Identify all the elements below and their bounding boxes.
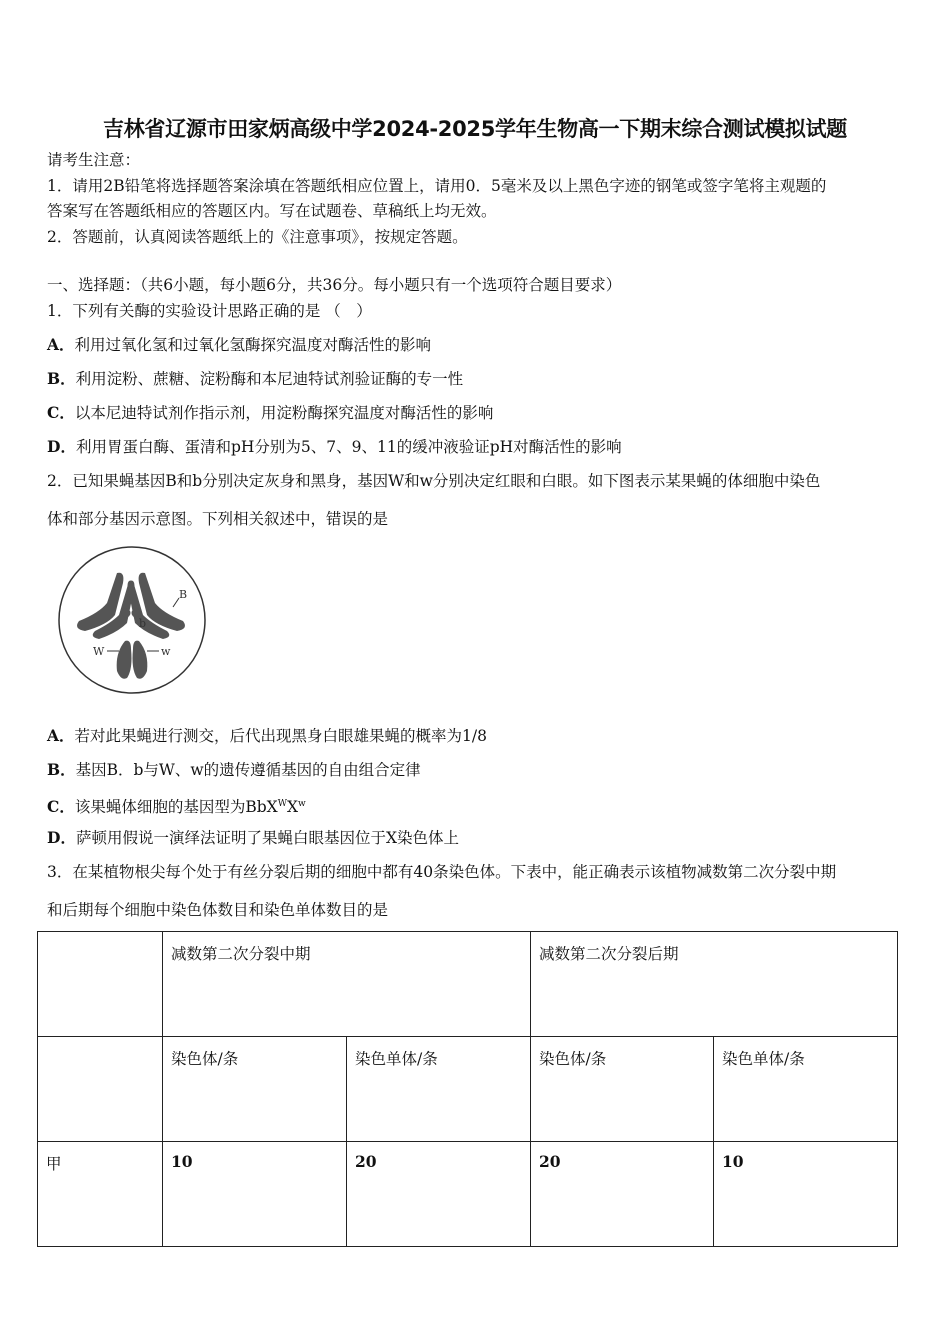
table-header-cell: 染色体/条	[531, 1037, 714, 1142]
option-label: C．	[47, 403, 75, 422]
gene-label-b: b	[139, 617, 147, 630]
option-label: D．	[47, 828, 76, 847]
table-cell: 20	[531, 1142, 714, 1247]
q2-option-d	[47, 828, 459, 848]
notice-item-2: 2．答题前，认真阅读答题纸上的《注意事项》，按规定答题。	[47, 228, 468, 246]
option-label: D．	[47, 437, 76, 456]
option-text: X	[286, 798, 299, 817]
option-label: C．	[47, 797, 75, 817]
table-header-cell: 减数第二次分裂中期	[163, 932, 531, 1037]
data-table	[37, 931, 898, 1247]
option-text: 萨顿用假说一演绎法证明了果蝇白眼基因位于X染色体上	[75, 829, 459, 847]
q1-option-b	[47, 369, 463, 389]
option-text: 利用胃蛋白酶、蛋清和pH分别为5、7、9、11的缓冲液验证pH对酶活性的影响	[75, 438, 622, 456]
table-cell: 10	[163, 1142, 347, 1247]
q2-option-c	[47, 794, 306, 817]
option-label: B．	[47, 760, 76, 779]
option-text: 基因B．b与W、w的遗传遵循基因的自由组合定律	[75, 761, 421, 779]
option-label: B．	[47, 369, 76, 388]
q3-stem-cont: 和后期每个细胞中染色体数目和染色单体数目的是	[47, 901, 389, 919]
gene-label-B: B	[179, 588, 188, 601]
q1-option-c	[47, 403, 493, 423]
page-title: 吉林省辽源市田家炳高级中学2024-2025学年生物高一下期末综合测试模拟试题	[103, 117, 847, 141]
table-cell: 10	[714, 1142, 898, 1247]
option-text: 该果蝇体细胞的基因型为BbX	[74, 798, 278, 817]
table-cell	[38, 932, 163, 1037]
q1-option-d	[47, 437, 622, 457]
superscript: W	[277, 799, 287, 809]
table-row	[38, 1142, 898, 1247]
q1-option-a	[47, 335, 431, 355]
q3-stem: 3．在某植物根尖每个处于有丝分裂后期的细胞中都有40条染色体。下表中，能正确表示该植物减数第二次分裂中期	[47, 863, 837, 881]
q2-option-a	[47, 726, 487, 746]
table-cell: 20	[347, 1142, 531, 1247]
option-text: 利用过氧化氢和过氧化氢酶探究温度对酶活性的影响	[74, 336, 432, 354]
notice-item-1: 1．请用2B铅笔将选择题答案涂填在答题纸相应位置上，请用0．5毫米及以上黑色字迹的钢笔或签字笔将主观题的	[47, 177, 827, 195]
table-cell	[38, 1037, 163, 1142]
table-header-cell: 染色单体/条	[347, 1037, 531, 1142]
q2-stem-cont: 体和部分基因示意图。下列相关叙述中，错误的是	[47, 510, 389, 528]
table-header-row	[38, 932, 898, 1037]
notice-item-1-cont: 答案写在答题纸相应的答题区内。写在试题卷、草稿纸上均无效。	[47, 202, 497, 220]
table-subheader-row	[38, 1037, 898, 1142]
table-cell: 甲	[38, 1142, 163, 1247]
option-text: 若对此果蝇进行测交，后代出现黑身白眼雄果蝇的概率为1/8	[74, 727, 487, 745]
notice-heading: 请考生注意：	[47, 151, 141, 169]
q1-stem: 1．下列有关酶的实验设计思路正确的是 （ ）	[47, 302, 372, 320]
gene-label-W: W	[93, 645, 105, 658]
chromosome-diagram	[55, 543, 210, 698]
q2-option-b	[47, 760, 421, 780]
option-label: A．	[47, 726, 75, 745]
table-header-cell: 染色单体/条	[714, 1037, 898, 1142]
superscript: w	[298, 799, 306, 809]
q2-stem: 2．已知果蝇基因B和b分别决定灰身和黑身，基因W和w分别决定红眼和白眼。如下图表示某果蝇的体细胞中染色	[47, 472, 821, 490]
option-text: 利用淀粉、蔗糖、淀粉酶和本尼迪特试剂验证酶的专一性	[75, 370, 464, 388]
gene-label-w: w	[161, 645, 171, 658]
option-text: 以本尼迪特试剂作指示剂，用淀粉酶探究温度对酶活性的影响	[74, 404, 494, 422]
table-header-cell: 染色体/条	[163, 1037, 347, 1142]
table-header-cell: 减数第二次分裂后期	[531, 932, 898, 1037]
option-label: A．	[47, 335, 75, 354]
section-heading: 一、选择题：（共6小题，每小题6分，共36分。每小题只有一个选项符合题目要求）	[47, 276, 622, 294]
